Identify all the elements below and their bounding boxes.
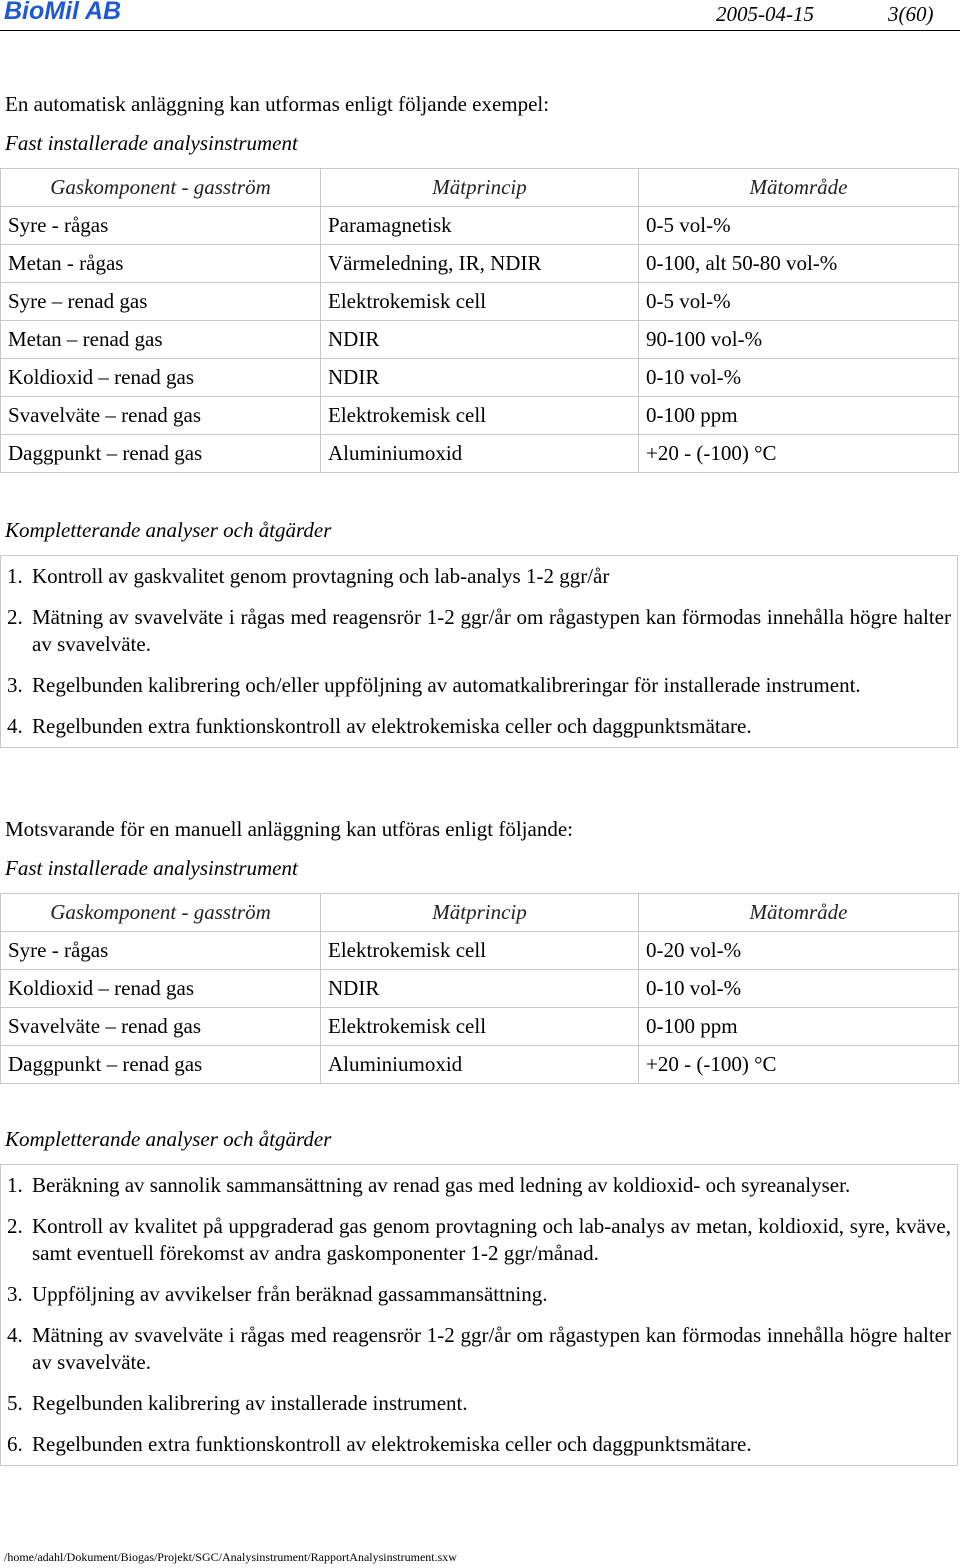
table-cell: 0-100, alt 50-80 vol-% — [639, 245, 959, 283]
column-header: Gaskomponent - gasström — [1, 894, 321, 932]
list-item-number: 6. — [7, 1432, 23, 1456]
table-cell: 0-5 vol-% — [639, 283, 959, 321]
list-item — [1, 665, 957, 706]
table-header-row — [1, 169, 959, 207]
list-item-number: 3. — [7, 1282, 23, 1306]
list-item-text: Regelbunden kalibrering och/eller uppföljning av automatkalibreringar för installerade instrument. — [32, 673, 861, 697]
list-item — [1, 706, 957, 747]
table-row — [1, 970, 959, 1008]
list-item-text: Mätning av svavelväte i rågas med reagensrör 1-2 ggr/år om rågastypen kan förmodas innehålla högre halter av svavelväte. — [32, 1323, 951, 1374]
header-date: 2005-04-15 — [716, 2, 814, 26]
table-cell: Elektrokemisk cell — [321, 283, 639, 321]
footer-file-path: /home/adahl/Dokument/Biogas/Projekt/SGC/Analysinstrument/RapportAnalysinstrument.sxw — [4, 1550, 457, 1564]
table-row — [1, 321, 959, 359]
table-cell: Elektrokemisk cell — [321, 397, 639, 435]
list-item-number: 2. — [7, 605, 23, 629]
table-cell: Koldioxid – renad gas — [1, 359, 321, 397]
table-cell: +20 - (-100) °C — [639, 1046, 959, 1084]
table-cell: Syre - rågas — [1, 932, 321, 970]
table-cell: Elektrokemisk cell — [321, 1008, 639, 1046]
list-item-text: Uppföljning av avvikelser från beräknad gassammansättning. — [32, 1282, 548, 1306]
list-item-text: Kontroll av gaskvalitet genom provtagning och lab-analys 1-2 ggr/år — [32, 564, 610, 588]
table-cell: Syre - rågas — [1, 207, 321, 245]
column-header: Mätprincip — [321, 169, 639, 207]
table-body — [1, 932, 959, 1084]
list-item-number: 1. — [7, 564, 23, 588]
section2-analyses-title: Kompletterande analyser och åtgärder — [5, 1127, 332, 1151]
table-cell: Metan - rågas — [1, 245, 321, 283]
list-item-text: Regelbunden extra funktionskontroll av elektrokemiska celler och daggpunktsmätare. — [32, 1432, 752, 1456]
list-item-text: Mätning av svavelväte i rågas med reagensrör 1-2 ggr/år om rågastypen kan förmodas innehålla högre halter av svavelväte. — [32, 605, 951, 656]
table-cell: Paramagnetisk — [321, 207, 639, 245]
table-row — [1, 283, 959, 321]
header-rule — [0, 30, 960, 31]
list-item-text: Kontroll av kvalitet på uppgraderad gas genom provtagning och lab-analys av metan, koldioxid, syre, kväve, samt eventuell förekomst av andra gaskomponenter 1-2 ggr/månad. — [32, 1214, 951, 1265]
table-cell: Aluminiumoxid — [321, 1046, 639, 1084]
list-item-text: Regelbunden extra funktionskontroll av elektrokemiska celler och daggpunktsmätare. — [32, 714, 752, 738]
list-item-number: 2. — [7, 1214, 23, 1238]
table-cell: NDIR — [321, 970, 639, 1008]
table-row — [1, 397, 959, 435]
table-cell: 0-100 ppm — [639, 397, 959, 435]
list-item-number: 4. — [7, 1323, 23, 1347]
list-item — [1, 1165, 957, 1206]
table-cell: 0-5 vol-% — [639, 207, 959, 245]
table-row — [1, 207, 959, 245]
list-item — [1, 1315, 957, 1383]
table-cell: 90-100 vol-% — [639, 321, 959, 359]
table-cell: Värmeledning, IR, NDIR — [321, 245, 639, 283]
table-cell: Elektrokemisk cell — [321, 932, 639, 970]
table-row — [1, 359, 959, 397]
manual-instrument-table — [0, 893, 959, 1084]
table-body — [1, 207, 959, 473]
list-item — [1, 1206, 957, 1274]
table-cell: Metan – renad gas — [1, 321, 321, 359]
table-cell: Koldioxid – renad gas — [1, 970, 321, 1008]
list-item-number: 3. — [7, 673, 23, 697]
table-cell: Daggpunkt – renad gas — [1, 1046, 321, 1084]
header-page-number: 3(60) — [888, 2, 934, 26]
section2-subtitle: Fast installerade analysinstrument — [5, 856, 298, 880]
table-cell: Svavelväte – renad gas — [1, 397, 321, 435]
table-cell: NDIR — [321, 359, 639, 397]
table-cell: 0-10 vol-% — [639, 359, 959, 397]
list-item-text: Regelbunden kalibrering av installerade instrument. — [32, 1391, 468, 1415]
section1-subtitle: Fast installerade analysinstrument — [5, 131, 298, 155]
column-header: Mätområde — [639, 894, 959, 932]
table-cell: 0-20 vol-% — [639, 932, 959, 970]
column-header: Mätområde — [639, 169, 959, 207]
section2-intro: Motsvarande för en manuell anläggning kan utföras enligt följande: — [5, 817, 573, 841]
section1-intro: En automatisk anläggning kan utformas enligt följande exempel: — [5, 92, 550, 116]
list-item-number: 4. — [7, 714, 23, 738]
page-header — [0, 0, 960, 30]
table-cell: NDIR — [321, 321, 639, 359]
table-cell: Daggpunkt – renad gas — [1, 435, 321, 473]
company-logo: BioMil AB — [4, 0, 122, 25]
column-header: Mätprincip — [321, 894, 639, 932]
list-item — [1, 1383, 957, 1424]
table-cell: Syre – renad gas — [1, 283, 321, 321]
section2-analyses-list — [0, 1164, 958, 1466]
table-row — [1, 245, 959, 283]
section1-analyses-list — [0, 555, 958, 748]
list-item — [1, 1424, 957, 1465]
section1-analyses-title: Kompletterande analyser och åtgärder — [5, 518, 332, 542]
table-header-row — [1, 894, 959, 932]
table-cell: 0-100 ppm — [639, 1008, 959, 1046]
list-item-number: 1. — [7, 1173, 23, 1197]
table-cell: Aluminiumoxid — [321, 435, 639, 473]
column-header: Gaskomponent - gasström — [1, 169, 321, 207]
list-item — [1, 597, 957, 665]
table-row — [1, 1046, 959, 1084]
table-row — [1, 932, 959, 970]
list-item-number: 5. — [7, 1391, 23, 1415]
table-row — [1, 1008, 959, 1046]
table-cell: +20 - (-100) °C — [639, 435, 959, 473]
list-item-text: Beräkning av sannolik sammansättning av renad gas med ledning av koldioxid- och syreanalyser. — [32, 1173, 851, 1197]
automatic-instrument-table — [0, 168, 959, 473]
table-row — [1, 435, 959, 473]
table-cell: 0-10 vol-% — [639, 970, 959, 1008]
table-cell: Svavelväte – renad gas — [1, 1008, 321, 1046]
list-item — [1, 556, 957, 597]
list-item — [1, 1274, 957, 1315]
